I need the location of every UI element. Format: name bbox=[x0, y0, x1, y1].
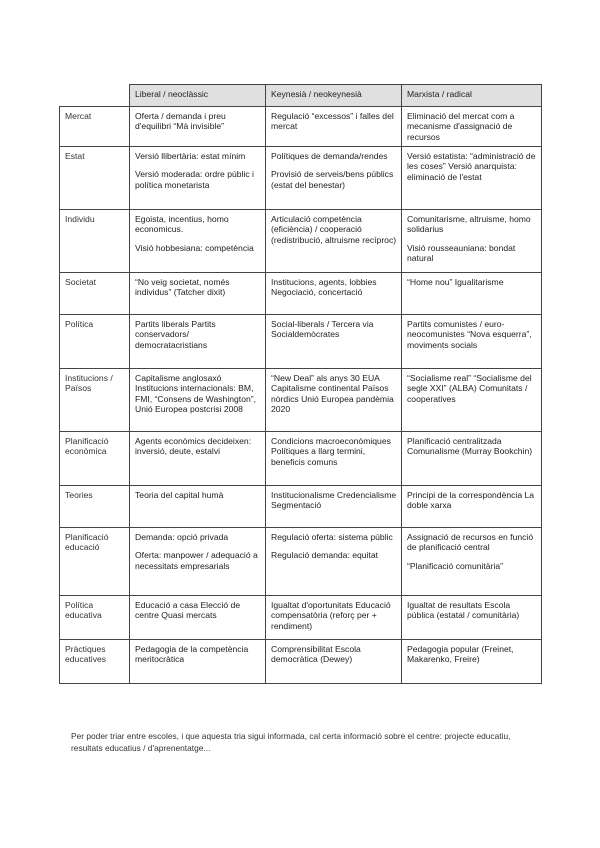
footnote: Per poder triar entre escoles, i que aquesta tria sigui informada, cal certa informació sobre el centre: projecte educatiu, resultats educatius / d'aprenentatge... bbox=[71, 731, 511, 753]
cell-text: Institucionalisme Credencialisme Segmentació bbox=[271, 490, 397, 511]
cell-text: Egoista, incentius, homo economicus. bbox=[135, 214, 229, 235]
table-cell bbox=[402, 369, 542, 432]
cell-text: Principi de la correspondència La doble xarxa bbox=[407, 490, 535, 511]
table-cell bbox=[402, 315, 542, 369]
table-row bbox=[60, 528, 542, 596]
table-row bbox=[60, 273, 542, 315]
table-cell bbox=[402, 596, 542, 640]
table-cell bbox=[130, 315, 266, 369]
table-row bbox=[60, 369, 542, 432]
cell-text: Capitalisme anglosaxó Institucions internacionals: BM, FMI, “Consens de Washington”, Unió Europea postcrisi 2008 bbox=[135, 373, 256, 414]
cell-text: Polítiques de demanda/rendes bbox=[271, 151, 388, 161]
table-cell bbox=[266, 107, 402, 147]
cell-text: Regulació “excessos” i falles del mercat bbox=[271, 111, 394, 132]
table-cell bbox=[266, 147, 402, 210]
cell-text: Partits comunistes / euro-neocomunistes “Nova esquerra”, moviments socials bbox=[407, 319, 532, 350]
row-label: Teories bbox=[60, 486, 130, 528]
comparison-table bbox=[59, 84, 542, 684]
header-keynesian: Keynesià / neokeynesià bbox=[266, 85, 402, 107]
table-cell bbox=[266, 315, 402, 369]
table-cell bbox=[266, 210, 402, 273]
cell-text: “Home nou” Igualitarisme bbox=[407, 277, 504, 287]
cell-text: Regulació oferta: sistema públic bbox=[271, 532, 393, 542]
table-cell bbox=[130, 486, 266, 528]
table-cell bbox=[130, 596, 266, 640]
cell-text: Articulació competència (eficiència) / cooperació (redistribució, altruisme recíproc) bbox=[271, 214, 397, 245]
table-cell bbox=[402, 107, 542, 147]
table-cell bbox=[402, 147, 542, 210]
cell-text: Partits liberals Partits conservadors/ democratacristians bbox=[135, 319, 216, 350]
table-cell bbox=[130, 273, 266, 315]
cell-text: Visió rousseauniana: bondat natural bbox=[407, 242, 516, 263]
table-row bbox=[60, 432, 542, 486]
cell-text: Pedagogia de la competència meritocràtica bbox=[135, 644, 249, 665]
header-row bbox=[60, 85, 542, 107]
table-cell bbox=[130, 147, 266, 210]
cell-text: Regulació demanda: equitat bbox=[271, 550, 379, 561]
table-cell bbox=[402, 528, 542, 596]
row-label: Política bbox=[60, 315, 130, 369]
table-cell bbox=[266, 640, 402, 684]
table-cell bbox=[130, 107, 266, 147]
row-label: Institucions / Països bbox=[60, 369, 130, 432]
table-cell bbox=[266, 369, 402, 432]
table-cell bbox=[402, 210, 542, 273]
header-marxist: Marxista / radical bbox=[402, 85, 542, 107]
corner-cell bbox=[60, 85, 130, 107]
table-body bbox=[60, 107, 542, 684]
table-cell bbox=[130, 210, 266, 273]
cell-text: Versió llibertària: estat mínim bbox=[135, 151, 246, 161]
table-cell bbox=[266, 432, 402, 486]
cell-text: “No veig societat, només individus” (Tatcher dixit) bbox=[135, 277, 230, 298]
cell-text: Teoria del capital humà bbox=[135, 490, 224, 500]
cell-text: Provisió de serveis/bens públics (estat del benestar) bbox=[271, 169, 394, 190]
header-liberal: Liberal / neoclàssic bbox=[130, 85, 266, 107]
cell-text: Pedagogia popular (Freinet, Makarenko, Freire) bbox=[407, 644, 514, 665]
cell-text: Visió hobbesiana: competència bbox=[135, 242, 254, 253]
cell-text: Comunitarisme, altruisme, homo solidarius bbox=[407, 214, 531, 235]
cell-text: Igualtat d'oportunitats Educació compensatòria (reforç per + rendiment) bbox=[271, 600, 391, 631]
cell-text: Institucions, agents, lobbies Negociació, concertació bbox=[271, 277, 377, 298]
row-label: Societat bbox=[60, 273, 130, 315]
table-cell bbox=[130, 528, 266, 596]
cell-text: Comprensibilitat Escola democràtica (Dewey) bbox=[271, 644, 361, 665]
table-cell bbox=[266, 273, 402, 315]
cell-text: Oferta / demanda i preu d'equilibri “Mà invisible” bbox=[135, 111, 226, 132]
table-row bbox=[60, 147, 542, 210]
cell-text: Condicions macroeconòmiques Polítiques a llarg termini, beneficis comuns bbox=[271, 436, 391, 467]
cell-text: Social-liberals / Tercera via Socialdemòcrates bbox=[271, 319, 374, 340]
cell-text: “Socialisme real” “Socialisme del segle XXI” (ALBA) Comunitats / cooperatives bbox=[407, 373, 532, 404]
cell-text: Assignació de recursos en funció de planificació central bbox=[407, 532, 534, 553]
cell-text: Versió moderada: ordre públic i política monetarista bbox=[135, 169, 254, 190]
table-row bbox=[60, 486, 542, 528]
cell-text: Planificació centralitzada Comunalisme (Murray Bookchin) bbox=[407, 436, 533, 457]
table-row bbox=[60, 210, 542, 273]
table-cell bbox=[266, 528, 402, 596]
cell-text: Agents econòmics decideixen: inversió, deute, estalvi bbox=[135, 436, 252, 457]
table-row bbox=[60, 315, 542, 369]
row-label: Política educativa bbox=[60, 596, 130, 640]
row-label: Estat bbox=[60, 147, 130, 210]
cell-text: Oferta: manpower / adequació a necessitats empresarials bbox=[135, 550, 258, 571]
cell-text: Educació a casa Elecció de centre Quasi mercats bbox=[135, 600, 241, 621]
cell-text: Versió estatista: “administració de les coses” Versió anarquista: eliminació de l'estat bbox=[407, 151, 536, 182]
table-row bbox=[60, 640, 542, 684]
cell-text: “New Deal” als anys 30 EUA Capitalisme continental Països nòrdics Unió Europea pandèmia 2020 bbox=[271, 373, 394, 414]
row-label: Pràctiques educatives bbox=[60, 640, 130, 684]
row-label: Individu bbox=[60, 210, 130, 273]
table-row bbox=[60, 596, 542, 640]
table-cell bbox=[402, 486, 542, 528]
table-row bbox=[60, 107, 542, 147]
table-cell bbox=[266, 486, 402, 528]
row-label: Planificació econòmica bbox=[60, 432, 130, 486]
cell-text: Igualtat de resultats Escola pública (estatal / comunitària) bbox=[407, 600, 520, 621]
row-label: Planificació educació bbox=[60, 528, 130, 596]
table-cell bbox=[402, 640, 542, 684]
cell-text: Eliminació del mercat com a mecanisme d'assignació de recursos bbox=[407, 111, 515, 142]
table-cell bbox=[266, 596, 402, 640]
table-cell bbox=[402, 273, 542, 315]
cell-text: “Planificació comunitària” bbox=[407, 560, 503, 571]
row-label: Mercat bbox=[60, 107, 130, 147]
table-cell bbox=[130, 369, 266, 432]
table-cell bbox=[402, 432, 542, 486]
cell-text: Demanda: opció privada bbox=[135, 532, 229, 542]
table-cell bbox=[130, 640, 266, 684]
table-cell bbox=[130, 432, 266, 486]
